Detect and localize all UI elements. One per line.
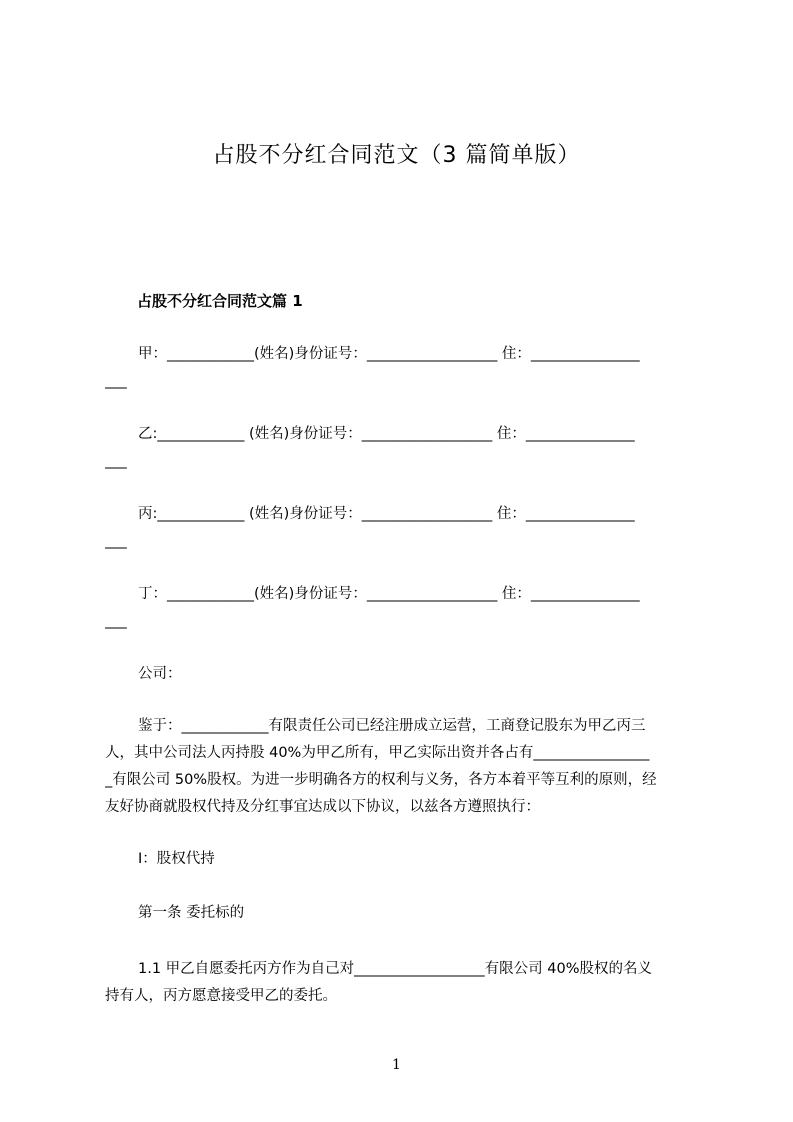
whereas-paragraph-line-4: 友好协商就股权代持及分红事宜达成以下协议，以兹各方遵照执行：	[105, 799, 540, 815]
whereas-paragraph-line-2: 人，其中公司法人丙持股 40%为甲乙所有，甲乙实际出资并各占有________________	[105, 745, 650, 761]
part-one-heading: Ⅰ：股权代持	[138, 851, 215, 867]
whereas-paragraph-line-3: _有限公司 50%股权。为进一步明确各方的权利与义务，各方本着平等互利的原则，经	[105, 772, 657, 788]
party-c-line-continued: ___	[105, 533, 127, 549]
party-a-line-continued: ___	[105, 373, 127, 389]
party-c-line: 丙:____________ (姓名)身份证号：__________________ 住：_______________	[138, 506, 635, 522]
section-heading: 占股不分红合同范文篇 1	[137, 292, 303, 310]
party-b-line: 乙:____________ (姓名)身份证号：__________________ 住：_______________	[138, 426, 635, 442]
article-one-heading: 第一条 委托标的	[138, 905, 245, 921]
document-title: 占股不分红合同范文（3 篇简单版）	[212, 143, 581, 168]
clause-1-1-line-2: 持有人，丙方愿意接受甲乙的委托。	[105, 988, 337, 1004]
party-a-line: 甲：____________(姓名)身份证号：__________________ 住：_______________	[138, 346, 640, 362]
party-b-line-continued: ___	[105, 453, 127, 469]
party-d-line: 丁：____________(姓名)身份证号：__________________ 住：_______________	[138, 586, 640, 602]
company-line: 公司：	[138, 666, 182, 682]
clause-1-1-line-1: 1.1 甲乙自愿委托丙方作为自己对__________________有限公司 40%股权的名义	[138, 961, 653, 977]
whereas-paragraph-line-1: 鉴于：____________有限责任公司已经注册成立运营，工商登记股东为甲乙丙三	[138, 718, 646, 734]
party-d-line-continued: ___	[105, 613, 127, 629]
page-number: 1	[392, 1057, 401, 1073]
